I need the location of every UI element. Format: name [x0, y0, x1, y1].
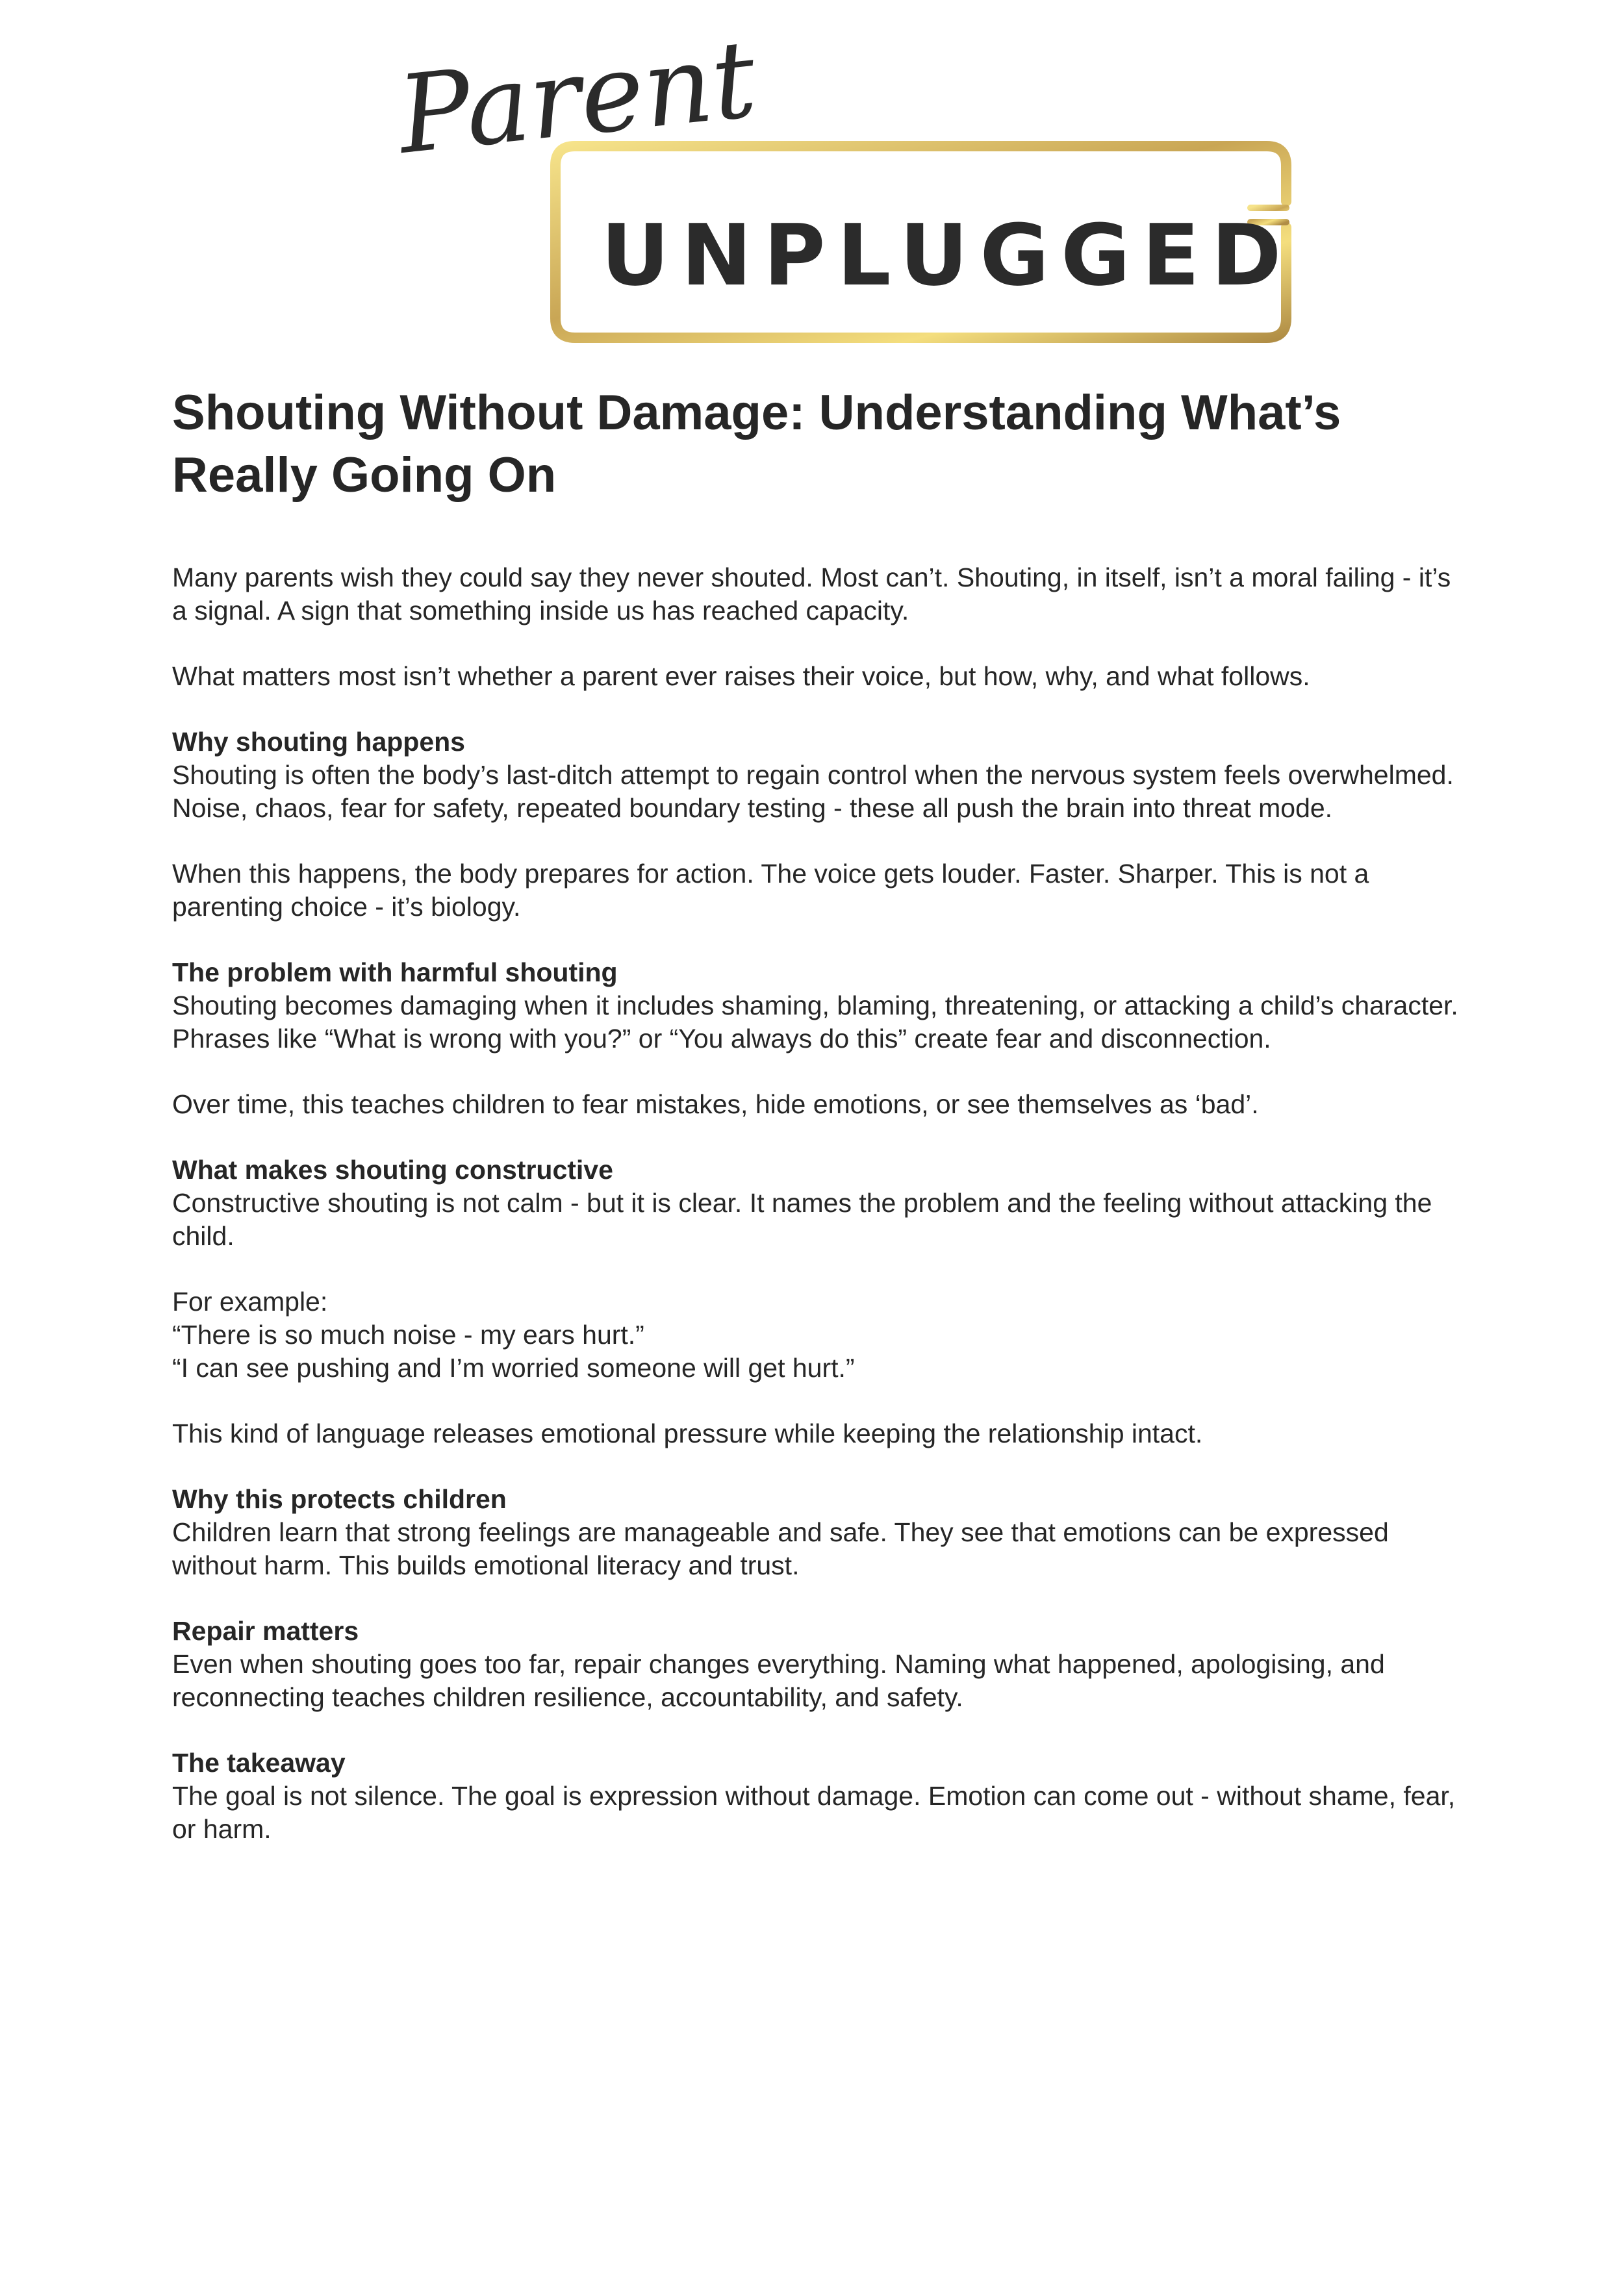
example-label: For example:	[172, 1287, 328, 1317]
section-heading: What makes shouting constructive	[172, 1155, 613, 1185]
section-heading: Repair matters	[172, 1616, 359, 1646]
example-quote: “I can see pushing and I’m worried someone will get hurt.”	[172, 1353, 855, 1383]
section-harmful-shouting	[172, 956, 1471, 1121]
parent-unplugged-logo	[390, 13, 1312, 351]
section-constructive-shouting	[172, 1154, 1471, 1450]
section-heading: Why shouting happens	[172, 727, 465, 757]
intro-paragraph-1: Many parents wish they could say they never shouted. Most can’t. Shouting, in itself, isn’t a moral failing - it’s a signal. A sign that something inside us has reached capacity.	[172, 562, 1451, 625]
logo-box-word: UNPLUGGED	[601, 206, 1293, 305]
section-repair-matters	[172, 1615, 1471, 1714]
article	[172, 382, 1471, 1878]
section-why-shouting-happens	[172, 725, 1471, 924]
section-heading: The problem with harmful shouting	[172, 957, 618, 987]
section-paragraph: Over time, this teaches children to fear mistakes, hide emotions, or see themselves as ‘bad’.	[172, 1089, 1259, 1119]
section-paragraph: Even when shouting goes too far, repair changes everything. Naming what happened, apologising, and reconnecting teaches children resilience, accountability, and safety.	[172, 1649, 1385, 1712]
section-paragraph: Shouting is often the body’s last-ditch attempt to regain control when the nervous system feels overwhelmed. Noise, chaos, fear for safety, repeated boundary testing - these all push the brain into threat mode.	[172, 760, 1454, 823]
section-takeaway	[172, 1747, 1471, 1846]
logo-script-word: Parent	[392, 16, 762, 178]
section-protects-children	[172, 1483, 1471, 1582]
section-heading: The takeaway	[172, 1748, 346, 1778]
section-paragraph: Shouting becomes damaging when it includes shaming, blaming, threatening, or attacking a child’s character. Phrases like “What is wrong with you?” or “You always do this” create fear and disconnection.	[172, 990, 1458, 1053]
section-paragraph: When this happens, the body prepares for action. The voice gets louder. Faster. Sharper. This is not a parenting choice - it’s biology.	[172, 859, 1369, 922]
section-paragraph: The goal is not silence. The goal is expression without damage. Emotion can come out - without shame, fear, or harm.	[172, 1781, 1456, 1844]
logo-graphic	[390, 13, 1312, 351]
section-heading: Why this protects children	[172, 1484, 507, 1514]
intro-paragraph-2: What matters most isn’t whether a parent ever raises their voice, but how, why, and what follows.	[172, 661, 1310, 691]
section-paragraph: Children learn that strong feelings are manageable and safe. They see that emotions can be expressed without harm. This builds emotional literacy and trust.	[172, 1517, 1389, 1580]
section-paragraph: Constructive shouting is not calm - but it is clear. It names the problem and the feeling without attacking the child.	[172, 1188, 1432, 1251]
example-quote: “There is so much noise - my ears hurt.”	[172, 1320, 644, 1350]
example-block	[172, 1285, 1471, 1385]
section-paragraph: This kind of language releases emotional pressure while keeping the relationship intact.	[172, 1419, 1203, 1448]
article-title: Shouting Without Damage: Understanding What’s Really Going On	[172, 385, 1341, 503]
